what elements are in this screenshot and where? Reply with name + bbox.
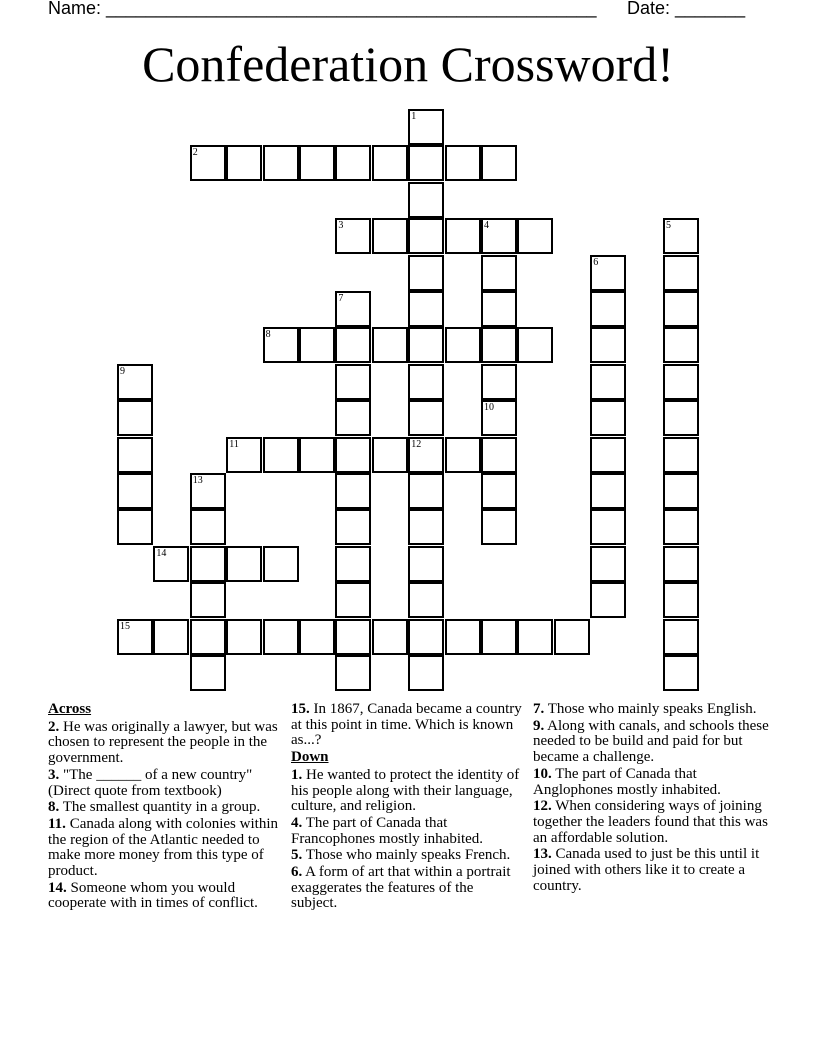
grid-cell[interactable]: [335, 655, 371, 691]
cell-number: 3: [338, 220, 344, 232]
clue-across-8: 8. The smallest quantity in a group.: [48, 799, 261, 816]
grid-cell[interactable]: [372, 327, 408, 363]
clue-down-1: 1. He wanted to protect the identity of his people along with their language, culture, and religion.: [291, 766, 520, 815]
grid-cell[interactable]: [481, 437, 517, 473]
grid-cell[interactable]: [117, 619, 153, 655]
grid-cell[interactable]: [117, 364, 153, 400]
grid-cell[interactable]: [335, 364, 371, 400]
grid-cell[interactable]: [335, 218, 371, 254]
grid-cell[interactable]: [445, 218, 481, 254]
cell-number: 2: [192, 147, 198, 159]
cell-number: 5: [666, 220, 671, 232]
grid-cell[interactable]: [335, 473, 371, 509]
grid-cell[interactable]: [445, 437, 481, 473]
clue-down-7: 7. Those who mainly speaks English.: [533, 701, 757, 717]
grid-cell[interactable]: [481, 364, 517, 400]
grid-cell[interactable]: [263, 619, 299, 655]
grid-cell[interactable]: [117, 473, 153, 509]
clue-across-11: 11. Canada along with colonies within the region of the Atlantic needed to make more money from this type of product.: [48, 815, 278, 880]
grid-cell[interactable]: [335, 291, 371, 327]
grid-cell[interactable]: [517, 619, 553, 655]
grid-cell[interactable]: [445, 327, 481, 363]
grid-cell[interactable]: [263, 546, 299, 582]
grid-cell[interactable]: [190, 582, 226, 618]
grid-cell[interactable]: [408, 546, 444, 582]
grid-cell[interactable]: [226, 145, 262, 181]
grid-cell[interactable]: [481, 255, 517, 291]
grid-cell[interactable]: [335, 546, 371, 582]
grid-cell[interactable]: [335, 437, 371, 473]
clue-down-12: 12. When considering ways of joining together the leaders found that this was an affordable solution.: [533, 798, 768, 846]
grid-cell[interactable]: [408, 109, 444, 145]
grid-cell[interactable]: [190, 655, 226, 691]
grid-cell[interactable]: [517, 327, 553, 363]
grid-cell[interactable]: [408, 364, 444, 400]
grid-cell[interactable]: [372, 218, 408, 254]
grid-cell[interactable]: [590, 400, 626, 436]
grid-cell[interactable]: [481, 619, 517, 655]
grid-cell[interactable]: [299, 145, 335, 181]
grid-cell[interactable]: [481, 218, 517, 254]
grid-cell[interactable]: [663, 255, 699, 291]
grid-cell[interactable]: [263, 145, 299, 181]
grid-cell[interactable]: [663, 400, 699, 436]
cell-number: 15: [120, 620, 130, 632]
grid-cell[interactable]: [481, 473, 517, 509]
grid-cell[interactable]: [590, 327, 626, 363]
clue-column-2: [291, 702, 523, 913]
grid-cell[interactable]: [590, 473, 626, 509]
grid-cell[interactable]: [226, 619, 262, 655]
grid-cell[interactable]: [263, 437, 299, 473]
grid-cell[interactable]: [663, 291, 699, 327]
grid-cell[interactable]: [408, 145, 444, 181]
grid-cell[interactable]: [663, 327, 699, 363]
grid-cell[interactable]: [408, 327, 444, 363]
clue-column-1: [48, 702, 280, 913]
grid-cell[interactable]: [117, 509, 153, 545]
grid-cell[interactable]: [335, 400, 371, 436]
grid-cell[interactable]: [408, 255, 444, 291]
cell-number: 6: [593, 256, 599, 268]
clue-across-3: 3. "The ______ of a new country" (Direct quote from textbook): [48, 766, 253, 799]
clue-column-3: [533, 702, 769, 895]
grid-cell[interactable]: [190, 509, 226, 545]
grid-cell[interactable]: [517, 218, 553, 254]
clue-down-9: 9. Along with canals, and schools these needed to be build and paid for but became a challenge.: [533, 717, 769, 766]
grid-cell[interactable]: [153, 619, 189, 655]
grid-cell[interactable]: [663, 582, 699, 618]
grid-cell[interactable]: [590, 437, 626, 473]
name-field[interactable]: Name: _________________________________________________: [48, 0, 597, 18]
grid-cell[interactable]: [408, 619, 444, 655]
clue-down-4: 4. The part of Canada that Francophones mostly inhabited.: [291, 814, 484, 847]
grid-cell[interactable]: [335, 582, 371, 618]
clue-down-5: 5. Those who mainly speaks French.: [291, 847, 511, 864]
grid-cell[interactable]: [663, 364, 699, 400]
down-heading: Down: [291, 749, 329, 766]
grid-cell[interactable]: [335, 619, 371, 655]
grid-cell[interactable]: [663, 437, 699, 473]
grid-cell[interactable]: [263, 327, 299, 363]
grid-cell[interactable]: [663, 619, 699, 655]
grid-cell[interactable]: [590, 291, 626, 327]
page-title: Confederation Crossword!: [142, 36, 674, 92]
grid-cell[interactable]: [481, 509, 517, 545]
grid-cell[interactable]: [408, 182, 444, 218]
grid-cell[interactable]: [554, 619, 590, 655]
grid-cell[interactable]: [663, 473, 699, 509]
grid-cell[interactable]: [335, 509, 371, 545]
grid-cell[interactable]: [190, 473, 226, 509]
cell-number: 11: [229, 438, 239, 450]
grid-cell[interactable]: [190, 145, 226, 181]
grid-cell[interactable]: [408, 582, 444, 618]
cell-number: 4: [484, 220, 489, 232]
grid-cell[interactable]: [481, 327, 517, 363]
clue-across-2: 2. He was originally a lawyer, but was chosen to represent the people in the government.: [48, 718, 278, 767]
grid-cell[interactable]: [408, 473, 444, 509]
clue-down-10: 10. The part of Canada that Anglophones mostly inhabited.: [533, 765, 721, 798]
grid-cell[interactable]: [590, 255, 626, 291]
grid-cell[interactable]: [335, 145, 371, 181]
grid-cell[interactable]: [481, 145, 517, 181]
grid-cell[interactable]: [445, 619, 481, 655]
grid-cell[interactable]: [190, 619, 226, 655]
cell-number: 1: [411, 111, 417, 122]
grid-cell[interactable]: [590, 582, 626, 618]
date-field[interactable]: Date: _______: [627, 0, 746, 18]
grid-cell[interactable]: [299, 437, 335, 473]
grid-cell[interactable]: [408, 400, 444, 436]
grid-cell[interactable]: [117, 400, 153, 436]
grid-cell[interactable]: [335, 327, 371, 363]
grid-cell[interactable]: [590, 546, 626, 582]
grid-cell[interactable]: [190, 546, 226, 582]
grid-cell[interactable]: [663, 655, 699, 691]
grid-cell[interactable]: [663, 509, 699, 545]
grid-cell[interactable]: [481, 291, 517, 327]
grid-cell[interactable]: [590, 509, 626, 545]
cell-number: 10: [484, 402, 494, 414]
grid-cell[interactable]: [372, 145, 408, 181]
grid-cell[interactable]: [117, 437, 153, 473]
across-heading: Across: [48, 701, 92, 717]
clue-across-14: 14. Someone whom you would cooperate with in times of conflict.: [48, 879, 258, 912]
grid-cell[interactable]: [663, 546, 699, 582]
grid-cell[interactable]: [372, 437, 408, 473]
grid-cell[interactable]: [153, 546, 189, 582]
cell-number: 12: [411, 438, 422, 450]
grid-cell[interactable]: [408, 218, 444, 254]
cell-number: 8: [265, 329, 271, 341]
grid-cell[interactable]: [299, 327, 335, 363]
cell-number: 13: [192, 475, 203, 486]
grid-cell[interactable]: [590, 364, 626, 400]
grid-cell[interactable]: [481, 400, 517, 436]
grid-cell[interactable]: [226, 437, 262, 473]
grid-cell[interactable]: [299, 619, 335, 655]
grid-cell[interactable]: [408, 437, 444, 473]
grid-cell[interactable]: [408, 509, 444, 545]
grid-cell[interactable]: [226, 546, 262, 582]
cell-number: 14: [156, 547, 167, 559]
grid-cell[interactable]: [408, 655, 444, 691]
grid-cell[interactable]: [445, 145, 481, 181]
clue-down-13: 13. Canada used to just be this until it joined with others like it to create a country.: [533, 846, 760, 894]
cell-number: 9: [120, 365, 125, 377]
cell-number: 7: [338, 293, 344, 304]
grid-cell[interactable]: [663, 218, 699, 254]
clue-across-15: 15. In 1867, Canada became a country at this point in time. Which is known as...?: [291, 701, 522, 749]
grid-cell[interactable]: [408, 291, 444, 327]
clue-down-6: 6. A form of art that within a portrait exaggerates the features of the subject.: [291, 864, 511, 912]
grid-cell[interactable]: [372, 619, 408, 655]
